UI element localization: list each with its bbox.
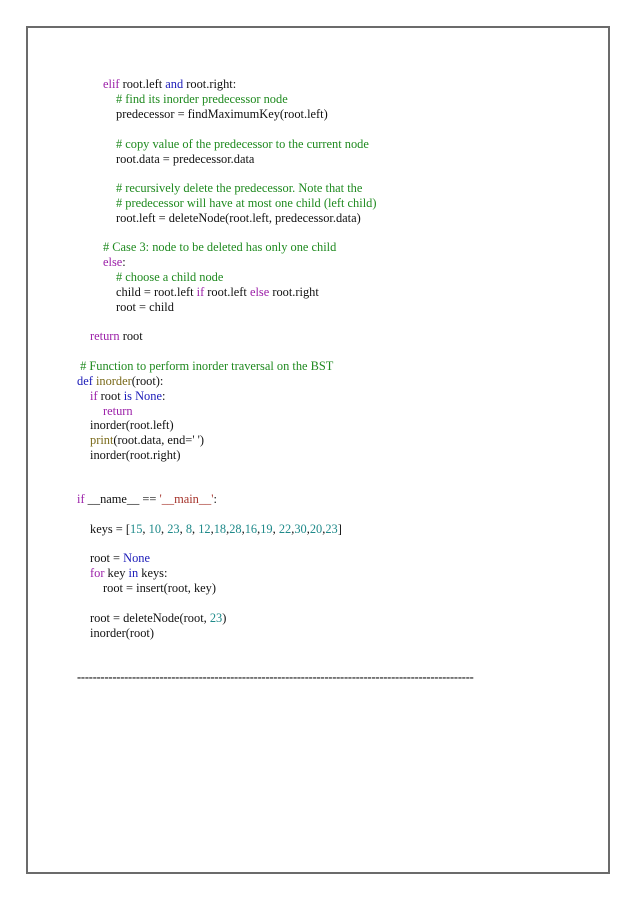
code-comment: # recursively delete the predecessor. Note that the <box>116 181 363 195</box>
code-line: root.left = deleteNode(root.left, predecessor.data) <box>116 211 361 225</box>
code-line: root = child <box>116 300 174 314</box>
code-line: def inorder(root): <box>77 374 164 388</box>
code-comment: # Case 3: node to be deleted has only one child <box>103 240 337 254</box>
code-line: return root <box>90 329 143 343</box>
code-line: else: <box>103 255 126 269</box>
code-line: inorder(root) <box>90 626 154 640</box>
code-line: inorder(root.left) <box>90 418 174 432</box>
code-comment: # copy value of the predecessor to the current node <box>116 137 369 151</box>
code-line: root = insert(root, key) <box>103 581 216 595</box>
code-line: predecessor = findMaximumKey(root.left) <box>116 107 328 121</box>
code-line: keys = [15, 10, 23, 8, 12,18,28,16,19, 22,30,20,23] <box>90 522 342 536</box>
code-line: if root is None: <box>90 389 166 403</box>
code-line: child = root.left if root.left else root.right <box>116 285 319 299</box>
code-comment: # predecessor will have at most one child (left child) <box>116 196 377 210</box>
code-line: root = None <box>90 551 150 565</box>
code-line: root = deleteNode(root, 23) <box>90 611 227 625</box>
code-line: elif root.left and root.right: <box>103 77 237 91</box>
code-line: inorder(root.right) <box>90 448 181 462</box>
code-comment: # Function to perform inorder traversal on the BST <box>77 359 334 373</box>
code-line: print(root.data, end=' ') <box>90 433 205 447</box>
code-comment: # find its inorder predecessor node <box>116 92 288 106</box>
section-divider: ----------------------------------------------------------------------------------------------------- <box>77 670 474 684</box>
code-comment: # choose a child node <box>116 270 224 284</box>
code-line: if __name__ == '__main__': <box>77 492 217 506</box>
code-line: for key in keys: <box>90 566 168 580</box>
code-line: return <box>103 404 133 418</box>
code-line: root.data = predecessor.data <box>116 152 255 166</box>
